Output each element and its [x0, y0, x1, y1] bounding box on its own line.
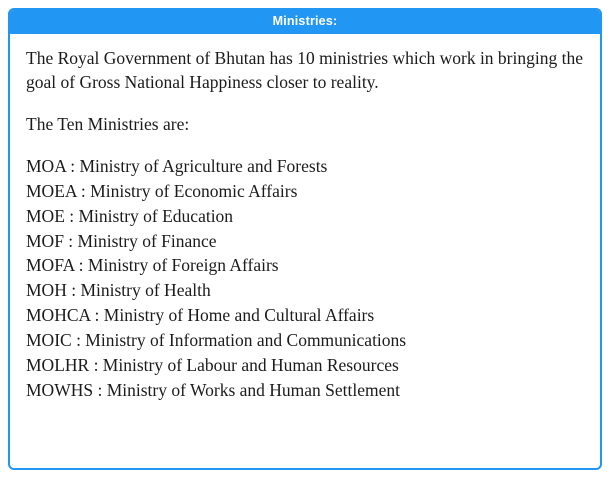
list-item: MOHCA : Ministry of Home and Cultural Affairs [26, 305, 375, 326]
list-item: MOH : Ministry of Health [26, 280, 211, 301]
intro-paragraph: The Royal Government of Bhutan has 10 ministries which work in bringing the goal of Gross National Happiness closer to reality. [26, 47, 583, 93]
list-item: MOE : Ministry of Education [26, 205, 234, 226]
panel-content [10, 34, 600, 469]
list-item: MOWHS : Ministry of Works and Human Settlement [26, 379, 401, 400]
list-item: MOIC : Ministry of Information and Communications [26, 329, 407, 350]
paragraph-spacer [26, 95, 584, 112]
list-subheading: The Ten Ministries are: [26, 114, 190, 135]
list-spacer [26, 137, 584, 154]
list-item: MOFA : Ministry of Foreign Affairs [26, 255, 279, 276]
ministries-panel [8, 8, 602, 470]
list-item: MOEA : Ministry of Economic Affairs [26, 180, 298, 201]
list-item: MOA : Ministry of Agriculture and Forests [26, 156, 328, 177]
ministries-list [26, 154, 584, 402]
panel-title: Ministries: [10, 10, 600, 34]
list-item: MOF : Ministry of Finance [26, 230, 217, 251]
list-item: MOLHR : Ministry of Labour and Human Resources [26, 354, 399, 375]
